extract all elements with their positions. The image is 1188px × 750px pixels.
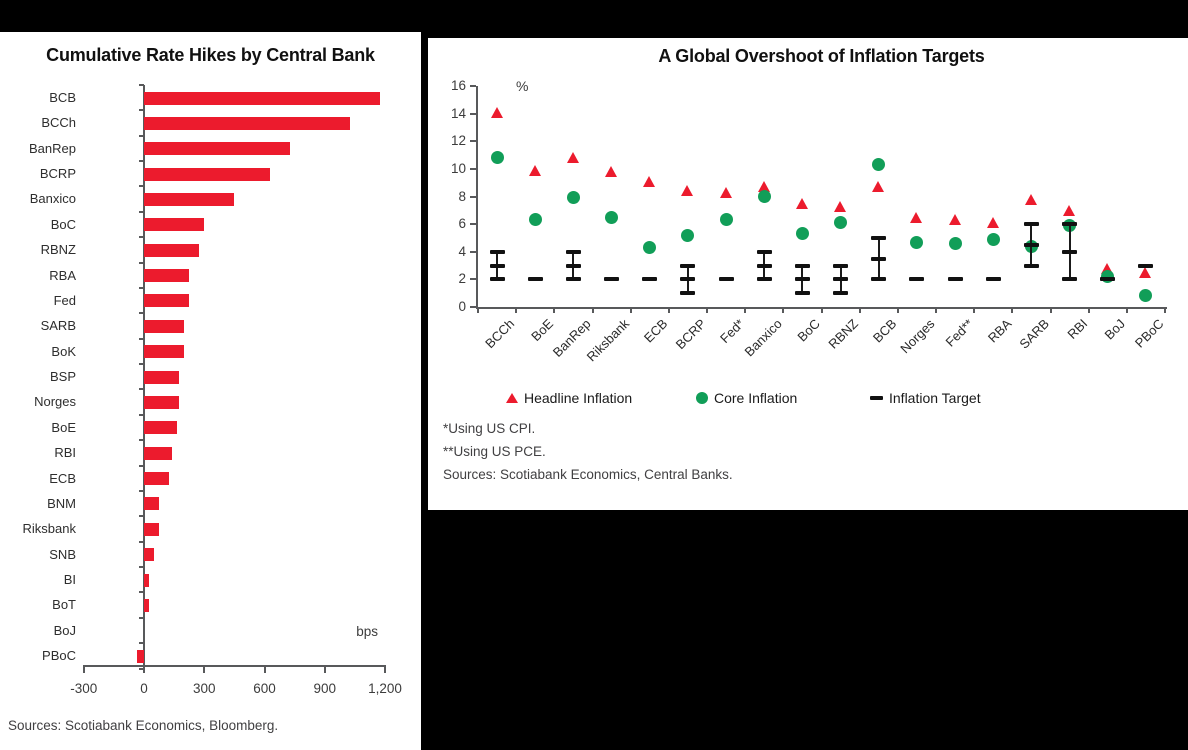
core-circle-icon (696, 392, 708, 404)
legend-item-core (696, 390, 797, 406)
bar (144, 269, 189, 282)
core-marker (987, 233, 1000, 246)
value-axis-tick (203, 665, 205, 673)
right-chart-title: A Global Overshoot of Inflation Targets (658, 46, 985, 66)
bps-unit-label: bps (356, 624, 378, 639)
x-tick-label: 900 (313, 681, 337, 696)
y-axis-tick (470, 223, 476, 225)
x-category-label: BanRep (550, 316, 595, 360)
target-dash (871, 257, 886, 261)
bar-category-label: BoE (51, 419, 76, 435)
bar-category-label: BNM (47, 495, 76, 511)
legend-item-target (870, 390, 981, 406)
target-dash (719, 277, 734, 281)
core-marker (872, 158, 885, 171)
core-marker (796, 227, 809, 240)
target-dash (1062, 277, 1077, 281)
y-tick-label: 12 (450, 133, 466, 149)
core-marker (643, 241, 656, 254)
bar-category-label: RBA (49, 267, 76, 283)
target-dash (833, 264, 848, 268)
y-tick-label: 4 (458, 243, 466, 259)
left-chart-panel (0, 32, 421, 750)
target-dash (795, 291, 810, 295)
x-category-label: SARB (1016, 316, 1053, 352)
target-dash (680, 264, 695, 268)
x-tick-label: 600 (253, 681, 276, 696)
x-axis-tick (1011, 307, 1013, 313)
x-category-label: Norges (897, 316, 938, 357)
target-dash-icon (870, 396, 883, 400)
x-axis-tick (1050, 307, 1052, 313)
bar (144, 371, 179, 384)
target-dash (680, 277, 695, 281)
y-tick-label: 2 (458, 271, 466, 287)
core-marker (605, 211, 618, 224)
target-dash (566, 250, 581, 254)
target-dash (871, 277, 886, 281)
target-dash (1024, 222, 1039, 226)
target-dash (1062, 250, 1077, 254)
bar (144, 421, 177, 434)
x-category-label: Riksbank (583, 316, 633, 365)
bar (144, 345, 184, 358)
x-tick-label: -300 (70, 681, 98, 696)
x-tick-label: 0 (140, 681, 148, 696)
value-axis-tick (143, 665, 145, 673)
x-axis-tick (553, 307, 555, 313)
target-dash (1062, 222, 1077, 226)
headline-marker (796, 198, 808, 209)
target-dash (948, 277, 963, 281)
core-marker (1139, 289, 1152, 302)
bar-category-label: Banxico (29, 191, 76, 207)
legend-label-core: Core Inflation (714, 390, 798, 406)
legend-item-headline (506, 390, 632, 406)
legend-label-headline: Headline Inflation (524, 390, 633, 406)
x-axis-tick (515, 307, 517, 313)
x-category-label: BoC (794, 316, 824, 345)
headline-marker (834, 201, 846, 212)
core-marker (491, 151, 504, 164)
core-marker (758, 190, 771, 203)
x-axis-tick (592, 307, 594, 313)
scatter-chart-plot (428, 38, 1188, 510)
target-dash (490, 277, 505, 281)
headline-marker (681, 185, 693, 196)
x-axis-tick (821, 307, 823, 313)
x-category-label: BCB (869, 316, 900, 346)
headline-marker (910, 212, 922, 223)
y-axis-tick (470, 140, 476, 142)
bar-category-label: BanRep (29, 140, 76, 156)
target-dash (1100, 277, 1115, 281)
headline-triangle-icon (506, 393, 518, 403)
x-axis-tick (935, 307, 937, 313)
left-chart-title: Cumulative Rate Hikes by Central Bank (46, 45, 375, 65)
y-axis-tick (470, 168, 476, 170)
bar-chart-plot (0, 32, 421, 750)
core-marker (681, 229, 694, 242)
bar-category-label: BCCh (41, 115, 76, 131)
target-dash (642, 277, 657, 281)
y-axis-tick (470, 278, 476, 280)
target-dash (566, 264, 581, 268)
headline-marker (491, 107, 503, 118)
legend-label-target: Inflation Target (889, 390, 981, 406)
x-category-label: Banxico (741, 316, 785, 360)
y-tick-label: 8 (458, 188, 466, 204)
x-axis-tick (706, 307, 708, 313)
bar-category-label: BCRP (39, 166, 76, 182)
bar (144, 168, 270, 181)
y-tick-label: 0 (458, 299, 466, 314)
value-axis-line (83, 665, 386, 667)
bar (144, 142, 290, 155)
bar-category-label: PBoC (42, 648, 76, 664)
y-axis-line (476, 86, 478, 309)
value-axis-tick (384, 665, 386, 673)
bar-category-label: Fed (53, 292, 76, 308)
bar (144, 320, 184, 333)
target-dash (757, 277, 772, 281)
bar (137, 650, 144, 663)
headline-marker (987, 217, 999, 228)
right-source-note: Sources: Scotiabank Economics, Central Banks. (443, 467, 733, 482)
bar-category-label: BoC (50, 216, 76, 232)
x-axis-tick (1088, 307, 1090, 313)
target-dash (1138, 264, 1153, 268)
headline-marker (1025, 194, 1037, 205)
headline-marker (567, 152, 579, 163)
bar (144, 92, 380, 105)
target-dash (1024, 243, 1039, 247)
headline-marker (872, 181, 884, 192)
headline-marker (949, 214, 961, 225)
bar-category-label: BSP (49, 369, 76, 385)
target-dash (528, 277, 543, 281)
y-tick-label: 16 (450, 78, 466, 93)
bar (144, 396, 179, 409)
target-dash (757, 264, 772, 268)
x-category-label: BoE (527, 316, 556, 344)
target-dash (604, 277, 619, 281)
target-dash (795, 264, 810, 268)
target-dash (986, 277, 1001, 281)
x-category-label: Fed** (942, 316, 976, 350)
core-marker (910, 236, 923, 249)
target-dash (833, 277, 848, 281)
core-marker (567, 191, 580, 204)
footnote-us-cpi: *Using US CPI. (443, 421, 536, 436)
target-dash (909, 277, 924, 281)
target-dash (1024, 264, 1039, 268)
bar-category-label: SNB (49, 546, 76, 562)
y-tick-label: 6 (458, 216, 466, 232)
bar (144, 244, 199, 257)
target-dash (490, 264, 505, 268)
y-axis-tick (470, 113, 476, 115)
core-marker (720, 213, 733, 226)
footnote-us-pce: **Using US PCE. (443, 444, 546, 459)
target-dash (871, 236, 886, 240)
core-marker (949, 237, 962, 250)
bar (144, 472, 169, 485)
y-axis-tick (470, 251, 476, 253)
y-axis-tick (470, 85, 476, 87)
target-dash (795, 277, 810, 281)
x-axis-tick (1126, 307, 1128, 313)
bar (144, 497, 159, 510)
x-category-label: BoJ (1101, 316, 1129, 343)
y-axis-tick (470, 196, 476, 198)
x-tick-label: 1,200 (368, 681, 402, 696)
headline-marker (1139, 267, 1151, 278)
y-axis-unit-label: % (516, 78, 529, 94)
target-dash (757, 250, 772, 254)
bar-category-label: SARB (40, 318, 76, 334)
x-category-label: PBoC (1131, 316, 1167, 351)
bar-category-label: RBNZ (40, 242, 76, 258)
value-axis-tick (264, 665, 266, 673)
bar-category-label: BoK (51, 343, 76, 359)
headline-marker (605, 166, 617, 177)
bar (144, 294, 189, 307)
right-chart-panel (428, 38, 1188, 510)
bar (144, 218, 204, 231)
target-dash (566, 277, 581, 281)
bar (144, 193, 234, 206)
x-category-label: Fed* (716, 316, 747, 347)
core-marker (529, 213, 542, 226)
headline-marker (529, 165, 541, 176)
bar-category-label: Riksbank (22, 521, 76, 537)
bar-category-label: RBI (54, 445, 76, 461)
y-tick-label: 14 (450, 105, 466, 121)
bar (144, 523, 159, 536)
target-dash (833, 291, 848, 295)
bar-category-label: BI (63, 572, 76, 588)
x-axis-tick (668, 307, 670, 313)
bar-category-label: BoJ (53, 622, 76, 638)
x-axis-tick (859, 307, 861, 313)
bar (144, 574, 149, 587)
x-category-label: BCRP (672, 316, 709, 353)
x-axis-tick (744, 307, 746, 313)
headline-marker (643, 176, 655, 187)
value-axis-tick (83, 665, 85, 673)
x-category-label: ECB (640, 316, 671, 346)
headline-marker (1063, 205, 1075, 216)
x-axis-tick (477, 307, 479, 313)
bar-category-label: ECB (49, 470, 76, 486)
x-axis-tick (973, 307, 975, 313)
x-category-label: BCCh (482, 316, 518, 352)
bar (144, 548, 154, 561)
bar (144, 447, 172, 460)
x-category-label: RBNZ (825, 316, 862, 352)
target-dash (680, 291, 695, 295)
x-category-label: RBI (1064, 316, 1091, 342)
headline-marker (720, 187, 732, 198)
value-axis-tick (324, 665, 326, 673)
left-source-note: Sources: Scotiabank Economics, Bloomberg. (8, 718, 279, 733)
bar (144, 117, 350, 130)
bar-category-label: BCB (49, 90, 76, 105)
target-dash (490, 250, 505, 254)
bar-category-label: BoT (52, 597, 76, 613)
bar-category-label: Norges (34, 394, 76, 410)
x-axis-tick (630, 307, 632, 313)
y-tick-label: 10 (450, 160, 466, 176)
bar (144, 599, 149, 612)
x-category-label: RBA (984, 316, 1014, 346)
core-marker (834, 216, 847, 229)
x-tick-label: 300 (192, 681, 216, 696)
x-axis-tick (1164, 307, 1166, 313)
x-axis-tick (782, 307, 784, 313)
x-axis-tick (897, 307, 899, 313)
